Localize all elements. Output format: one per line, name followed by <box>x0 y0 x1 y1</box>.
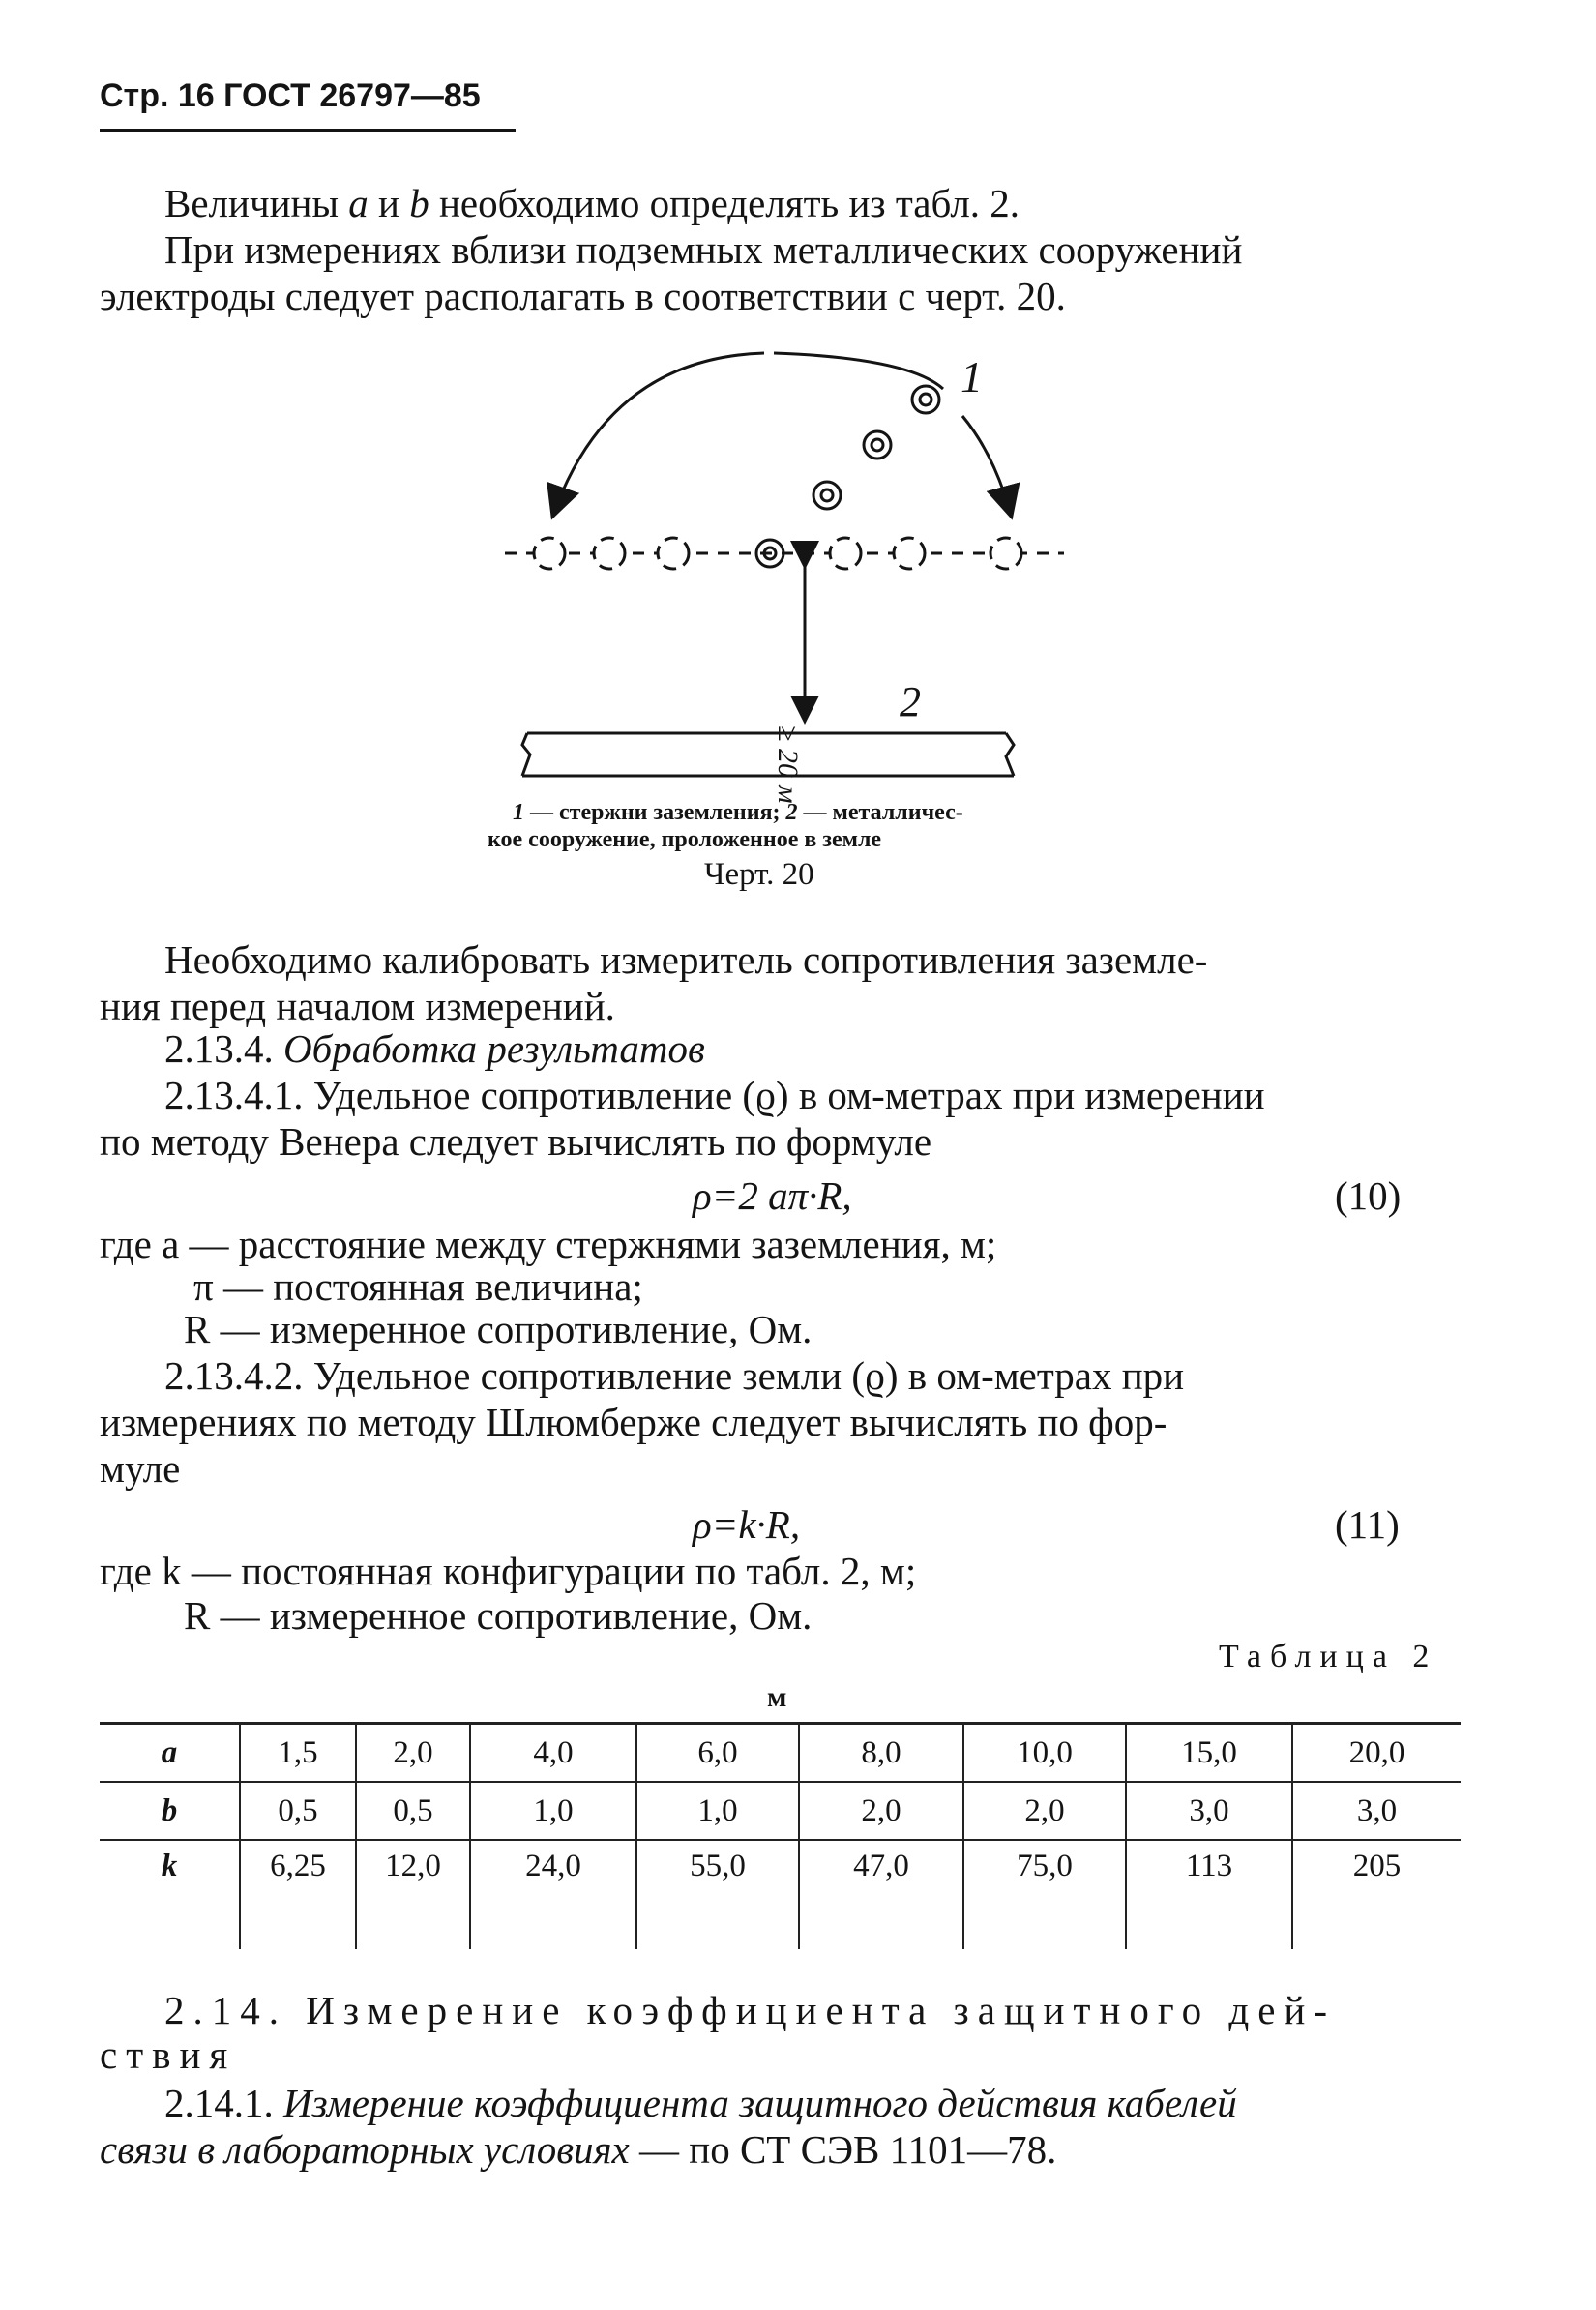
cell: 24,0 <box>470 1840 636 1910</box>
cell: 1,0 <box>636 1782 799 1840</box>
cell: 205 <box>1292 1840 1461 1910</box>
standard-number: ГОСТ 26797—85 <box>223 77 481 114</box>
figure-title: Черт. 20 <box>704 857 814 892</box>
table-row-b <box>100 1782 1461 1840</box>
where-R: R — измеренное сопротивление, Ом. <box>184 1307 813 1351</box>
cell: 3,0 <box>1126 1782 1292 1840</box>
para-2-13-4-2-line-3: муле <box>100 1446 181 1491</box>
arc-top-right <box>774 353 943 389</box>
calibration-line-2: ния перед началом измерений. <box>100 984 615 1028</box>
table-row-k <box>100 1840 1461 1910</box>
cell: 6,25 <box>240 1840 356 1910</box>
para-2-14-1-line-2: связи в лабораторных условиях — по СТ СЭВ 1101—78. <box>100 2127 1057 2172</box>
cell: 15,0 <box>1126 1724 1292 1783</box>
cell: 8,0 <box>799 1724 963 1783</box>
calibration-line-1: Необходимо калибровать измеритель сопротивления заземле- <box>164 937 1208 982</box>
figure-20 <box>484 339 1083 813</box>
cell: 1,0 <box>470 1782 636 1840</box>
para-2-13-4-2-line-2: измерениях по методу Шлюмберже следует вычислять по фор- <box>100 1400 1167 1444</box>
table-row-a <box>100 1724 1461 1783</box>
distance-label: ≥ 20 м <box>772 726 804 804</box>
cell: 2,0 <box>799 1782 963 1840</box>
para-2-13-4-1-line-1: 2.13.4.1. Удельное сопротивление (ϱ) в ом-метрах при измерении <box>164 1073 1265 1117</box>
position-2 <box>594 538 625 569</box>
position-6 <box>894 538 925 569</box>
where-pi: π — постоянная величина; <box>193 1264 643 1309</box>
figure-caption-line-1: 1 — стержни заземления; 2 — металличес- <box>513 800 963 825</box>
cell: 2,0 <box>963 1782 1126 1840</box>
where-a: где a — расстояние между стержнями заземления, м; <box>100 1222 997 1266</box>
position-5 <box>830 538 861 569</box>
cell: 20,0 <box>1292 1724 1461 1783</box>
metal-structure <box>522 733 1014 776</box>
page-number: Стр. 16 <box>100 77 215 114</box>
row-label: k <box>161 1849 178 1883</box>
intro-line-1: Величины a и b необходимо определять из табл. 2. <box>164 181 1020 225</box>
row-label: a <box>100 1724 240 1783</box>
electrode-1 <box>912 386 939 413</box>
formula-10: ρ=2 aπ·R, <box>693 1173 852 1218</box>
page-header <box>100 77 481 115</box>
cell: 12,0 <box>356 1840 470 1910</box>
figure-label-1: 1 <box>961 352 983 401</box>
section-2-14-line-2: ствия <box>100 2032 237 2077</box>
position-3 <box>658 538 689 569</box>
para-2-13-4-2-line-1: 2.13.4.2. Удельное сопротивление земли (ϱ) в ом-метрах при <box>164 1353 1185 1398</box>
electrode-2 <box>864 431 891 459</box>
position-7 <box>990 538 1021 569</box>
formula-11: ρ=k·R, <box>693 1502 801 1547</box>
cell: 55,0 <box>636 1840 799 1910</box>
figure-caption-line-2: кое сооружение, проложенное в земле <box>488 827 882 852</box>
position-1 <box>534 538 565 569</box>
header-rule <box>100 129 516 132</box>
table-row-spacer <box>100 1910 1461 1949</box>
where-R2: R — измеренное сопротивление, Ом. <box>184 1593 813 1638</box>
cell: 0,5 <box>240 1782 356 1840</box>
intro-line-2: При измерениях вблизи подземных металлических сооружений <box>164 227 1243 272</box>
table-unit: м <box>767 1681 787 1713</box>
section-2-14-line-1: 2.14. Измерение коэффициента защитного дей- <box>164 1988 1337 2032</box>
para-2-14-1-line-1: 2.14.1. Измерение коэффициента защитного действия кабелей <box>164 2081 1237 2125</box>
cell: 47,0 <box>799 1840 963 1910</box>
cell: 10,0 <box>963 1724 1126 1783</box>
figure-label-2: 2 <box>900 678 921 726</box>
para-2-13-4-1-line-2: по методу Венера следует вычислять по формуле <box>100 1119 932 1164</box>
row-label: b <box>100 1782 240 1840</box>
intro-line-3: электроды следует располагать в соответствии с черт. 20. <box>100 274 1066 318</box>
where-k: где k — постоянная конфигурации по табл. 2, м; <box>100 1549 917 1593</box>
table-title: Таблица 2 <box>1219 1639 1438 1674</box>
formula-10-number: (10) <box>1335 1173 1402 1218</box>
table-2 <box>100 1722 1461 1949</box>
section-2-13-4-heading: 2.13.4. Обработка результатов <box>164 1026 705 1071</box>
cell: 6,0 <box>636 1724 799 1783</box>
arc-arrow-right <box>962 416 1011 515</box>
cell: 1,5 <box>240 1724 356 1783</box>
arc-arrow-left <box>553 353 764 515</box>
formula-11-number: (11) <box>1335 1502 1400 1547</box>
cell: 113 <box>1126 1840 1292 1910</box>
cell: 2,0 <box>356 1724 470 1783</box>
cell: 0,5 <box>356 1782 470 1840</box>
electrode-3 <box>813 482 841 509</box>
cell: 4,0 <box>470 1724 636 1783</box>
cell: 3,0 <box>1292 1782 1461 1840</box>
cell: 75,0 <box>963 1840 1126 1910</box>
